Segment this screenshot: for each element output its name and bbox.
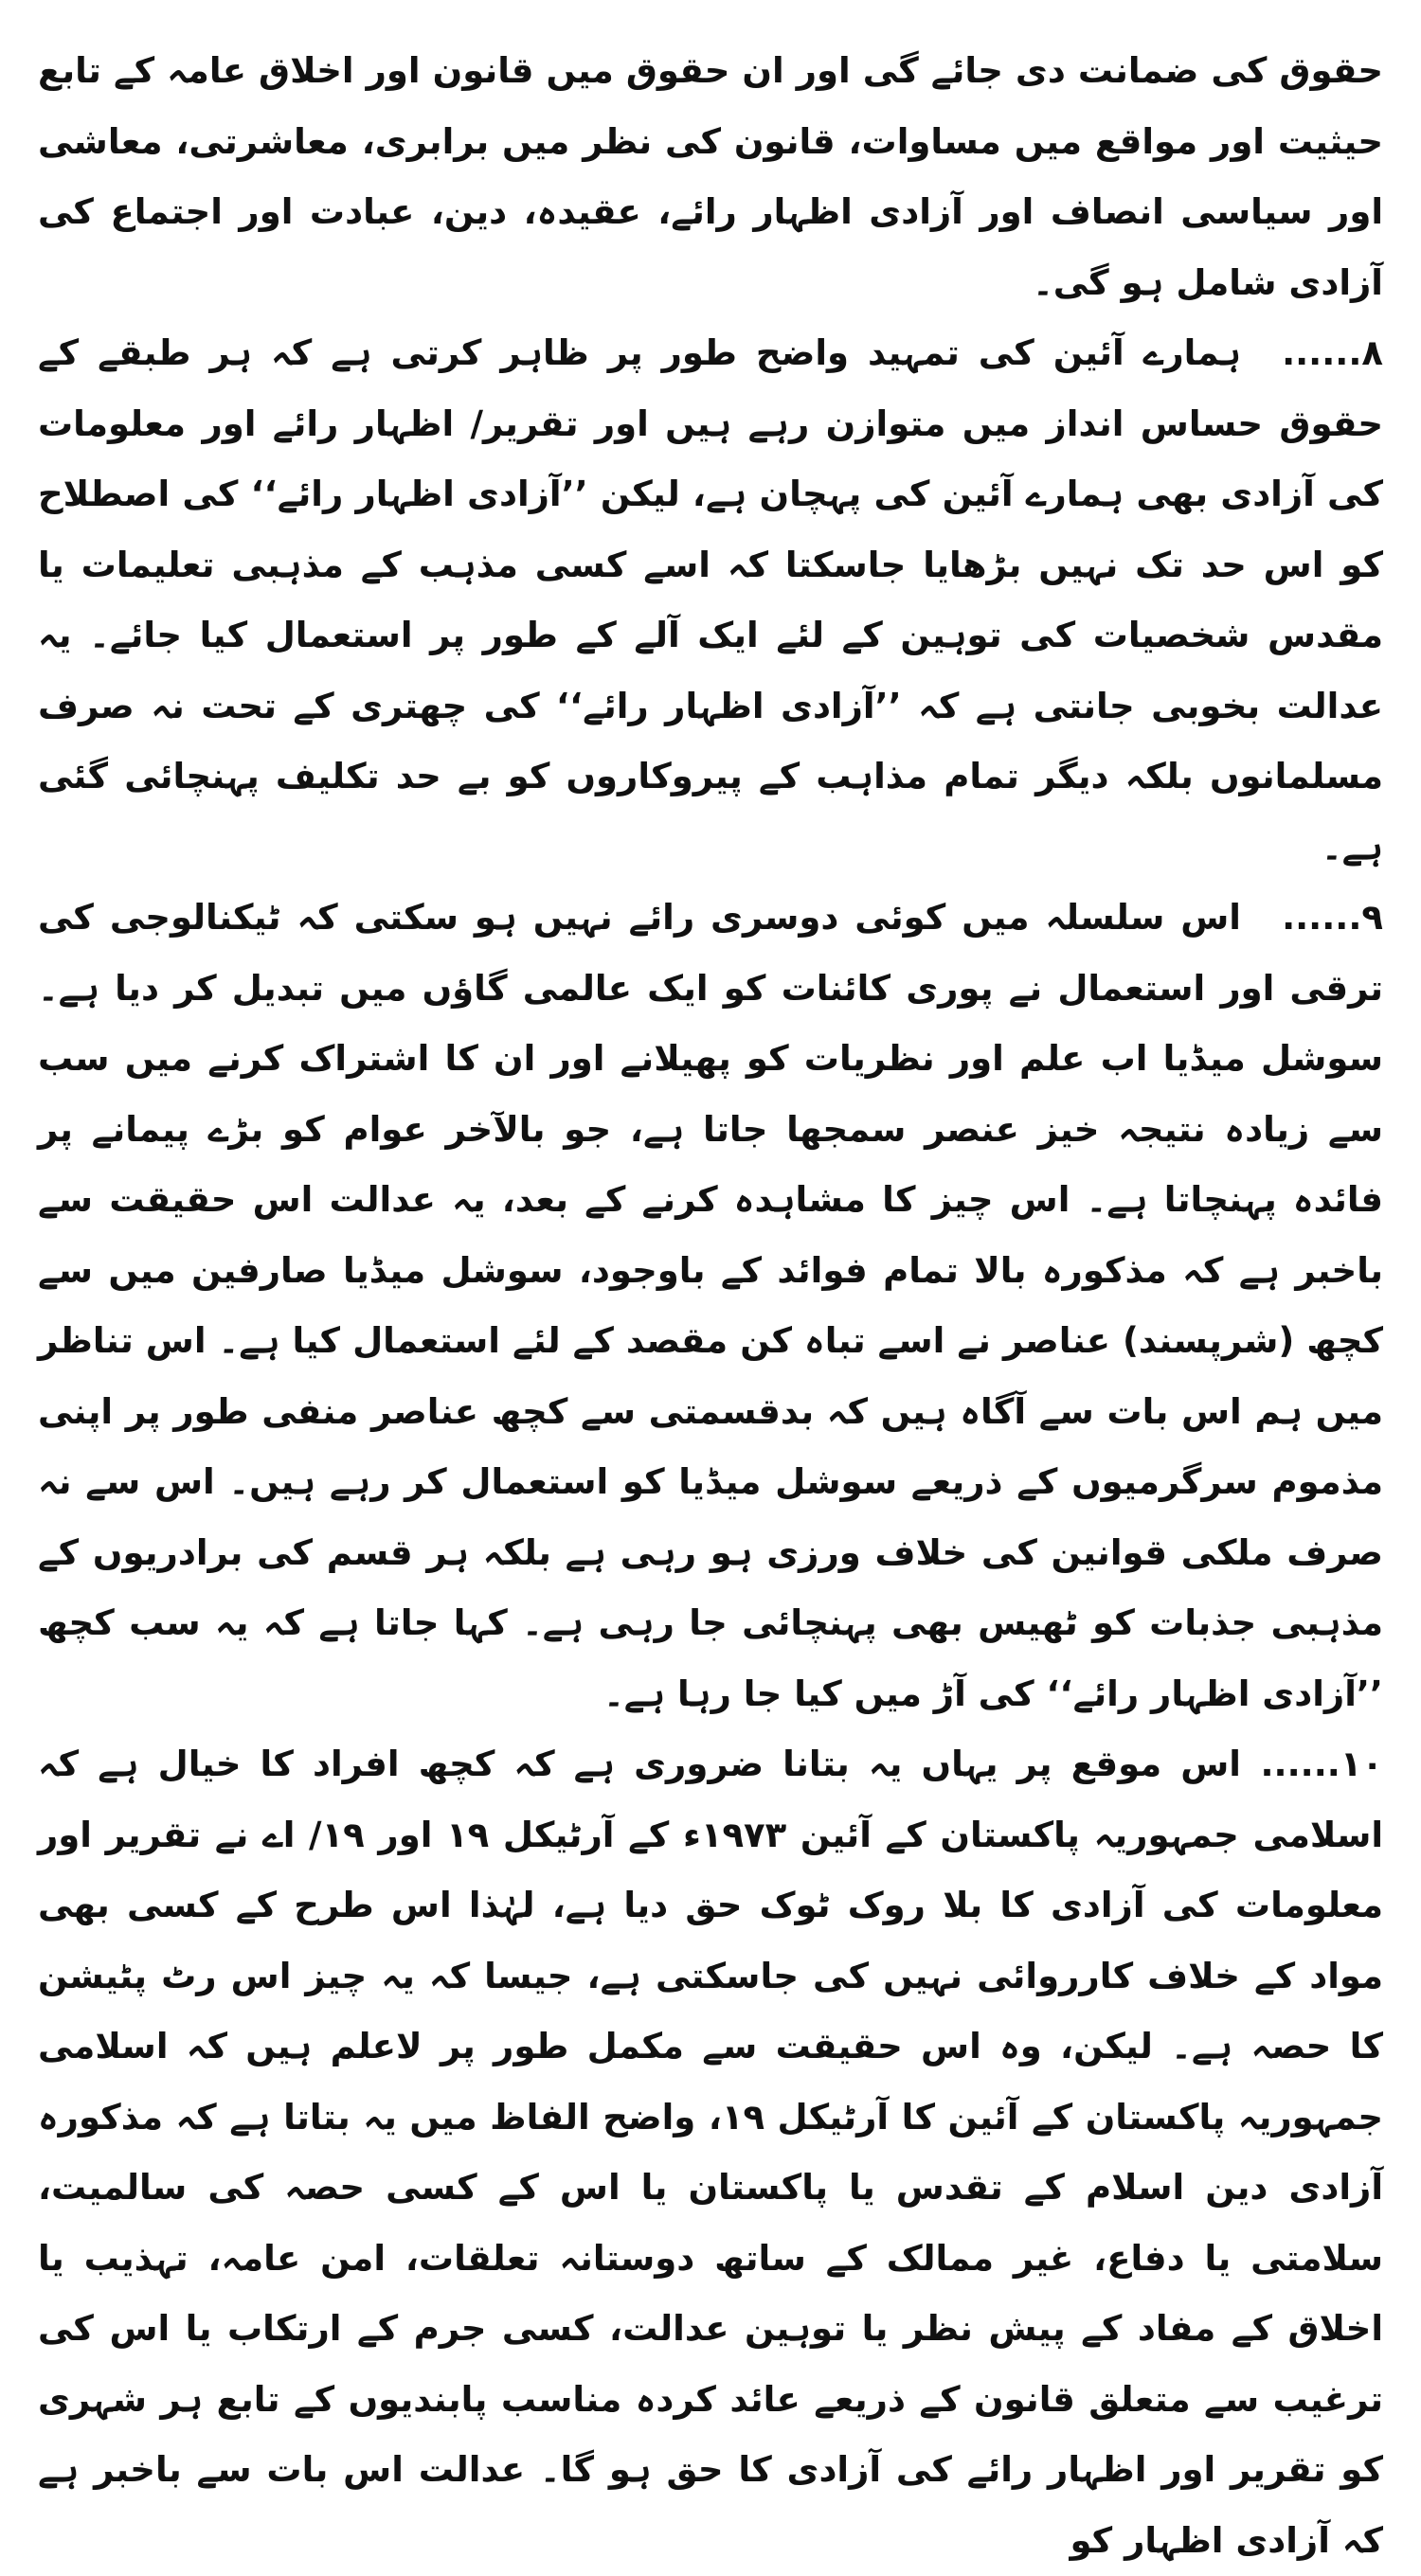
paragraph-9 — [38, 883, 1383, 1729]
paragraph-text: ہمارے آئین کی تمہید واضح طور پر ظاہر کرتی ہے کہ ہر طبقے کے حقوق حساس انداز میں متوازن رہے ہیں اور تقریر/ اظہار رائے اور معلومات کی آزادی بھی ہمارے آئین کی پہچان ہے، لیکن ’’آزادی اظہار رائے‘‘ کی اصطلاح کو اس حد تک نہیں بڑھایا جاسکتا کہ اسے کسی مذہب کے مذہبی تعلیمات یا مقدس شخصیات کی توہین کے لئے ایک آلے کے طور پر استعمال کیا جائے۔ یہ عدالت بخوبی جانتی ہے کہ ’’آزادی اظہار رائے‘‘ کی چھتری کے تحت نہ صرف مسلمانوں بلکہ دیگر تمام مذاہب کے پیروکاروں کو بے حد تکلیف پہنچائی گئی ہے۔ — [38, 332, 1383, 868]
judgment-text — [38, 36, 1383, 2576]
paragraph-text: اس موقع پر یہاں یہ بتانا ضروری ہے کہ کچھ افراد کا خیال ہے کہ اسلامی جمہوریہ پاکستان کے آئین ۱۹۷۳ء کے آرٹیکل ۱۹ اور ۱۹/ اے نے تقریر اور معلومات کی آزادی کا بلا روک ٹوک حق دیا ہے، لہٰذا اس طرح کے کسی بھی مواد کے خلاف کارروائی نہیں کی جاسکتی ہے، جیسا کہ یہ چیز اس رٹ پٹیشن کا حصہ ہے۔ لیکن، وہ اس حقیقت سے مکمل طور پر لاعلم ہیں کہ اسلامی جمہوریہ پاکستان کے آئین کا آرٹیکل ۱۹، واضح الفاظ میں یہ بتاتا ہے کہ مذکورہ آزادی دین اسلام کے تقدس یا پاکستان یا اس کے کسی حصہ کی سالمیت، سلامتی یا دفاع، غیر ممالک کے ساتھ دوستانہ تعلقات، امن عامہ، تہذیب یا اخلاق کے مفاد کے پیش نظر یا توہین عدالت، کسی جرم کے ارتکاب یا اس کی ترغیب سے متعلق قانون کے ذریعے عائد کردہ مناسب پابندیوں کے تابع ہر شہری کو تقریر اور اظہار رائے کی آزادی کا حق ہو گا۔ عدالت اس بات سے باخبر ہے کہ آزادی اظہار کو — [38, 1744, 1384, 2561]
paragraph-number: ۹...... — [1282, 897, 1383, 938]
paragraph-text: حقوق کی ضمانت دی جائے گی اور ان حقوق میں قانون اور اخلاق عامہ کے تابع حیثیت اور مواقع میں مساوات، قانون کی نظر میں برابری، معاشرتی، معاشی اور سیاسی انصاف اور آزادی اظہار رائے، عقیدہ، دین، عبادت اور اجتماع کی آزادی شامل ہو گی۔ — [38, 50, 1383, 303]
paragraph-8 — [38, 318, 1383, 883]
paragraph-10 — [38, 1729, 1383, 2576]
paragraph-number: ۸...... — [1282, 332, 1383, 373]
paragraph-text: اس سلسلہ میں کوئی دوسری رائے نہیں ہو سکتی کہ ٹیکنالوجی کی ترقی اور استعمال نے پوری کائنات کو ایک عالمی گاؤں میں تبدیل کر دیا ہے۔ سوشل میڈیا اب علم اور نظریات کو پھیلانے اور ان کا اشتراک کرنے میں سب سے زیادہ نتیجہ خیز عنصر سمجھا جاتا ہے، جو بالآخر عوام کو بڑے پیمانے پر فائدہ پہنچاتا ہے۔ اس چیز کا مشاہدہ کرنے کے بعد، یہ عدالت اس حقیقت سے باخبر ہے کہ مذکورہ بالا تمام فوائد کے باوجود، سوشل میڈیا صارفین میں سے کچھ (شرپسند) عناصر نے اسے تباہ کن مقصد کے لئے استعمال کیا ہے۔ اس تناظر میں ہم اس بات سے آگاہ ہیں کہ بدقسمتی سے کچھ عناصر منفی طور پر اپنی مذموم سرگرمیوں کے ذریعے سوشل میڈیا کو استعمال کر رہے ہیں۔ اس سے نہ صرف ملکی قوانین کی خلاف ورزی ہو رہی ہے بلکہ ہر قسم کی برادریوں کے مذہبی جذبات کو ٹھیس بھی پہنچائی جا رہی ہے۔ کہا جاتا ہے کہ یہ سب کچھ ’’آزادی اظہار رائے‘‘ کی آڑ میں کیا جا رہا ہے۔ — [38, 897, 1383, 1714]
paragraph-number: ۱۰...... — [1260, 1744, 1383, 1784]
paragraph-7-continuation — [38, 36, 1383, 318]
